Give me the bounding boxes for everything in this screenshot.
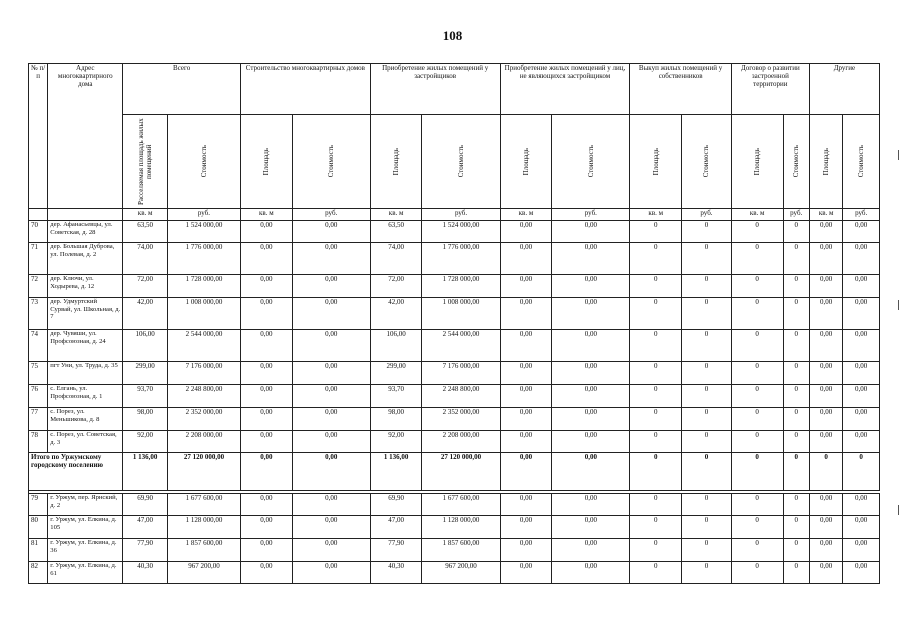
page-number: 108 [442, 28, 463, 43]
row-value: 0,00 [552, 431, 630, 453]
row-value: 0,00 [843, 562, 880, 584]
row-value: 0,00 [552, 298, 630, 330]
row-value: 0 [630, 385, 682, 408]
table-row [29, 408, 880, 431]
row-value: 63,50 [123, 221, 168, 243]
row-value: 0 [731, 539, 783, 562]
row-value: 0 [783, 221, 809, 243]
unit-cell: кв. м [809, 209, 842, 221]
row-value: 0 [783, 298, 809, 330]
row-value: 0,00 [552, 275, 630, 298]
sub-area-header: Площадь [731, 115, 783, 209]
row-value: 2 248 800,00 [167, 385, 240, 408]
unit-cell: кв. м [630, 209, 682, 221]
row-value: 0,00 [500, 516, 552, 539]
unit-cell: руб. [682, 209, 732, 221]
row-value: 0,00 [292, 453, 370, 491]
row-value: 0 [682, 431, 732, 453]
row-value: 2 352 000,00 [167, 408, 240, 431]
row-value: 0,00 [292, 221, 370, 243]
row-value: 72,00 [123, 275, 168, 298]
row-value: 0,00 [240, 539, 292, 562]
row-number: 71 [29, 243, 48, 275]
row-value: 299,00 [370, 362, 422, 385]
row-value: 1 008 000,00 [422, 298, 500, 330]
row-value: 1 136,00 [370, 453, 422, 491]
row-value: 0,00 [292, 243, 370, 275]
row-value: 72,00 [370, 275, 422, 298]
col-num-header: № п/п [29, 64, 48, 209]
row-value: 0,00 [843, 243, 880, 275]
col-buyout-header: Выкуп жилых помещений у собственников [630, 64, 731, 115]
row-value: 0 [731, 275, 783, 298]
row-value: 0,00 [240, 221, 292, 243]
row-value: 0 [783, 408, 809, 431]
row-value: 0,00 [500, 494, 552, 516]
row-number: 74 [29, 330, 48, 362]
row-value: 0 [783, 385, 809, 408]
row-value: 1 677 600,00 [422, 494, 500, 516]
table-body [29, 221, 880, 584]
row-value: 0,00 [843, 516, 880, 539]
col-construction-header: Строительство многоквартирных домов [240, 64, 370, 115]
row-value: 92,00 [123, 431, 168, 453]
row-value: 0,00 [552, 362, 630, 385]
row-value: 0 [783, 494, 809, 516]
row-value: 0,00 [843, 221, 880, 243]
row-value: 0,00 [292, 298, 370, 330]
row-value: 2 544 000,00 [422, 330, 500, 362]
row-value: 40,30 [123, 562, 168, 584]
row-value: 0 [783, 453, 809, 491]
col-address-header: Адрес многоквартирного дома [48, 64, 123, 209]
table-row [29, 431, 880, 453]
unit-cell: кв. м [731, 209, 783, 221]
row-address: г. Уржум, ул. Елкина, д. 61 [48, 562, 123, 584]
row-number: 73 [29, 298, 48, 330]
row-value: 0 [682, 516, 732, 539]
unit-cell-empty [29, 209, 48, 221]
sub-cost-header: Стоимость [552, 115, 630, 209]
row-value: 0,00 [500, 243, 552, 275]
row-value: 0,00 [809, 431, 842, 453]
unit-cell: кв. м [370, 209, 422, 221]
col-from-builders-header: Приобретение жилых помещений у застройщиков [370, 64, 500, 115]
row-value: 1 728 000,00 [167, 275, 240, 298]
row-value: 0,00 [809, 385, 842, 408]
row-value: 2 208 000,00 [167, 431, 240, 453]
row-value: 0,00 [843, 539, 880, 562]
row-value: 0 [682, 453, 732, 491]
row-value: 0 [682, 562, 732, 584]
row-value: 1 776 000,00 [167, 243, 240, 275]
row-value: 0 [630, 330, 682, 362]
resettlement-table [28, 63, 880, 584]
table-row [29, 298, 880, 330]
row-value: 106,00 [370, 330, 422, 362]
row-value: 0,00 [500, 453, 552, 491]
col-total-header: Всего [123, 64, 241, 115]
row-value: 0 [630, 298, 682, 330]
row-address: с. Порез, ул. Советская, д. 3 [48, 431, 123, 453]
row-value: 0 [682, 408, 732, 431]
row-value: 0 [731, 453, 783, 491]
row-value: 106,00 [123, 330, 168, 362]
scan-edge-mark [898, 505, 899, 515]
sub-cost-header: Стоимость [292, 115, 370, 209]
unit-cell: кв. м [123, 209, 168, 221]
sub-cost-header: Стоимость [167, 115, 240, 209]
row-value: 0,00 [843, 385, 880, 408]
row-value: 0,00 [843, 362, 880, 385]
row-value: 0,00 [843, 275, 880, 298]
row-value: 0,00 [843, 408, 880, 431]
row-value: 0,00 [240, 494, 292, 516]
row-value: 1 728 000,00 [422, 275, 500, 298]
row-value: 0 [783, 275, 809, 298]
row-value: 0 [630, 453, 682, 491]
row-value: 0,00 [552, 494, 630, 516]
row-value: 0,00 [500, 275, 552, 298]
row-value: 0 [630, 562, 682, 584]
table-row [29, 243, 880, 275]
row-value: 47,00 [123, 516, 168, 539]
row-value: 1 677 600,00 [167, 494, 240, 516]
unit-cell: руб. [552, 209, 630, 221]
row-value: 0,00 [552, 221, 630, 243]
row-value: 0,00 [292, 330, 370, 362]
row-value: 0 [630, 516, 682, 539]
row-value: 0,00 [809, 362, 842, 385]
col-development-header: Договор о развитии застроенной территории [731, 64, 809, 115]
row-value: 42,00 [370, 298, 422, 330]
unit-cell: руб. [167, 209, 240, 221]
row-value: 0,00 [500, 408, 552, 431]
row-value: 0,00 [500, 385, 552, 408]
row-value: 0 [682, 362, 732, 385]
row-value: 0 [809, 453, 842, 491]
row-value: 0 [843, 453, 880, 491]
sub-area-header: Площадь [240, 115, 292, 209]
sub-cost-header: Стоимость [783, 115, 809, 209]
row-value: 0,00 [809, 539, 842, 562]
row-value: 69,90 [123, 494, 168, 516]
row-value: 2 544 000,00 [167, 330, 240, 362]
row-value: 0,00 [809, 330, 842, 362]
row-value: 967 200,00 [422, 562, 500, 584]
row-value: 63,50 [370, 221, 422, 243]
row-value: 47,00 [370, 516, 422, 539]
row-value: 0 [731, 408, 783, 431]
table-row [29, 275, 880, 298]
row-value: 93,70 [123, 385, 168, 408]
row-value: 0,00 [240, 243, 292, 275]
row-value: 27 120 000,00 [422, 453, 500, 491]
row-value: 1 857 600,00 [167, 539, 240, 562]
unit-cell: руб. [292, 209, 370, 221]
row-value: 0,00 [843, 431, 880, 453]
row-value: 98,00 [370, 408, 422, 431]
row-value: 0 [630, 408, 682, 431]
row-number: 82 [29, 562, 48, 584]
row-value: 0 [682, 275, 732, 298]
total-label: Итого по Уржумскому городскому поселению [29, 453, 123, 491]
sub-cost-header: Стоимость [422, 115, 500, 209]
row-value: 967 200,00 [167, 562, 240, 584]
row-value: 0,00 [500, 362, 552, 385]
row-value: 1 128 000,00 [422, 516, 500, 539]
sub-area-header: Площадь [809, 115, 842, 209]
row-value: 0,00 [552, 243, 630, 275]
row-value: 1 128 000,00 [167, 516, 240, 539]
unit-cell: руб. [783, 209, 809, 221]
row-value: 0 [630, 494, 682, 516]
unit-cell: кв. м [500, 209, 552, 221]
row-value: 0,00 [292, 408, 370, 431]
header-sub-row [29, 115, 880, 209]
sub-cost-header: Стоимость [843, 115, 880, 209]
row-value: 1 524 000,00 [167, 221, 240, 243]
row-value: 0,00 [843, 494, 880, 516]
row-value: 0,00 [240, 562, 292, 584]
row-value: 27 120 000,00 [167, 453, 240, 491]
row-value: 0,00 [240, 362, 292, 385]
row-value: 0 [783, 362, 809, 385]
row-value: 0 [682, 243, 732, 275]
row-value: 0,00 [552, 330, 630, 362]
row-value: 0,00 [500, 539, 552, 562]
row-value: 0 [682, 494, 732, 516]
row-value: 69,90 [370, 494, 422, 516]
row-value: 0 [731, 431, 783, 453]
row-value: 0,00 [809, 494, 842, 516]
row-address: пгт Уни, ул. Труда, д. 35 [48, 362, 123, 385]
row-address: г. Уржум, пер. Ярнский, д. 2 [48, 494, 123, 516]
sub-total-area-header: Расселяемая площадь жилых помещений [123, 115, 168, 209]
row-value: 0 [731, 516, 783, 539]
table-row [29, 494, 880, 516]
row-value: 2 208 000,00 [422, 431, 500, 453]
row-value: 74,00 [370, 243, 422, 275]
header-group-row [29, 64, 880, 115]
row-value: 0 [731, 362, 783, 385]
row-number: 72 [29, 275, 48, 298]
row-value: 0,00 [240, 453, 292, 491]
sub-area-header: Площадь [500, 115, 552, 209]
row-value: 0 [630, 243, 682, 275]
row-value: 0,00 [240, 408, 292, 431]
row-address: г. Уржум, ул. Елкина, д. 105 [48, 516, 123, 539]
row-value: 0 [731, 330, 783, 362]
table-row [29, 221, 880, 243]
row-value: 40,30 [370, 562, 422, 584]
row-number: 78 [29, 431, 48, 453]
row-value: 0 [731, 243, 783, 275]
row-value: 0 [783, 243, 809, 275]
table-row [29, 330, 880, 362]
row-value: 0,00 [240, 431, 292, 453]
row-value: 1 136,00 [123, 453, 168, 491]
row-value: 98,00 [123, 408, 168, 431]
row-value: 0,00 [500, 221, 552, 243]
row-value: 0,00 [843, 298, 880, 330]
row-value: 1 524 000,00 [422, 221, 500, 243]
row-value: 0,00 [809, 562, 842, 584]
row-address: дер. Афанасьевцы, ул. Советская, д. 28 [48, 221, 123, 243]
row-value: 7 176 000,00 [422, 362, 500, 385]
col-other-header: Другие [809, 64, 879, 115]
unit-cell: руб. [843, 209, 880, 221]
row-value: 0,00 [552, 562, 630, 584]
row-value: 0 [682, 539, 732, 562]
table-row [29, 539, 880, 562]
row-value: 0,00 [292, 562, 370, 584]
row-value: 77,90 [370, 539, 422, 562]
row-number: 81 [29, 539, 48, 562]
row-value: 0,00 [292, 431, 370, 453]
row-address: дер. Большая Дуброва, ул. Полевая, д. 2 [48, 243, 123, 275]
row-value: 0 [783, 539, 809, 562]
row-value: 0,00 [809, 408, 842, 431]
total-row [29, 453, 880, 491]
row-value: 0 [682, 385, 732, 408]
row-number: 80 [29, 516, 48, 539]
row-value: 0 [630, 539, 682, 562]
row-value: 0,00 [552, 385, 630, 408]
col-from-non-builders-header: Приобретение жилых помещений у лиц, не являющихся застройщиком [500, 64, 630, 115]
row-value: 0,00 [552, 453, 630, 491]
row-number: 70 [29, 221, 48, 243]
row-value: 0,00 [240, 275, 292, 298]
row-value: 0 [731, 385, 783, 408]
row-value: 0,00 [809, 221, 842, 243]
row-value: 0 [682, 221, 732, 243]
row-value: 1 008 000,00 [167, 298, 240, 330]
row-value: 0,00 [500, 562, 552, 584]
row-value: 0,00 [292, 362, 370, 385]
table-row [29, 562, 880, 584]
row-value: 0,00 [809, 243, 842, 275]
row-value: 0,00 [552, 408, 630, 431]
row-value: 0,00 [240, 516, 292, 539]
row-value: 0,00 [292, 539, 370, 562]
row-value: 0 [682, 330, 732, 362]
row-value: 0 [783, 562, 809, 584]
row-value: 0,00 [809, 298, 842, 330]
row-address: с. Порез, ул. Меньшикова, д. 8 [48, 408, 123, 431]
table-row [29, 516, 880, 539]
row-value: 0 [630, 275, 682, 298]
row-value: 0 [731, 494, 783, 516]
row-value: 0,00 [500, 330, 552, 362]
row-value: 0 [783, 330, 809, 362]
row-value: 299,00 [123, 362, 168, 385]
row-value: 0,00 [809, 516, 842, 539]
row-value: 92,00 [370, 431, 422, 453]
scan-edge-mark [898, 150, 899, 160]
row-value: 0,00 [292, 385, 370, 408]
row-value: 0 [731, 562, 783, 584]
row-value: 0 [783, 431, 809, 453]
row-address: с. Елгань, ул. Профсоюзная, д. 1 [48, 385, 123, 408]
row-value: 0,00 [552, 539, 630, 562]
row-value: 2 352 000,00 [422, 408, 500, 431]
table-row [29, 362, 880, 385]
unit-cell: кв. м [240, 209, 292, 221]
row-value: 0 [630, 362, 682, 385]
row-value: 0,00 [240, 385, 292, 408]
sub-area-header: Площадь [630, 115, 682, 209]
row-value: 0,00 [240, 298, 292, 330]
row-value: 0,00 [809, 275, 842, 298]
row-value: 0 [731, 221, 783, 243]
row-value: 0,00 [843, 330, 880, 362]
row-value: 0 [630, 431, 682, 453]
row-value: 0 [682, 298, 732, 330]
row-address: дер. Ключи, ул. Ходырева, д. 12 [48, 275, 123, 298]
row-value: 0 [783, 516, 809, 539]
row-value: 0,00 [292, 516, 370, 539]
sub-cost-header: Стоимость [682, 115, 732, 209]
row-value: 0 [731, 298, 783, 330]
row-value: 0 [630, 221, 682, 243]
units-row [29, 209, 880, 221]
unit-cell-empty [48, 209, 123, 221]
sub-area-header: Площадь [370, 115, 422, 209]
row-value: 1 857 600,00 [422, 539, 500, 562]
scan-edge-mark [898, 300, 899, 310]
row-value: 1 776 000,00 [422, 243, 500, 275]
row-address: г. Уржум, ул. Елкина, д. 36 [48, 539, 123, 562]
table-row [29, 385, 880, 408]
row-number: 79 [29, 494, 48, 516]
row-value: 74,00 [123, 243, 168, 275]
row-value: 77,90 [123, 539, 168, 562]
row-value: 0,00 [292, 494, 370, 516]
row-value: 2 248 800,00 [422, 385, 500, 408]
row-number: 76 [29, 385, 48, 408]
row-address: дер. Чувяши, ул. Профсоюзная, д. 24 [48, 330, 123, 362]
row-value: 0,00 [292, 275, 370, 298]
row-value: 0,00 [552, 516, 630, 539]
row-value: 93,70 [370, 385, 422, 408]
row-number: 77 [29, 408, 48, 431]
row-value: 42,00 [123, 298, 168, 330]
row-value: 0,00 [240, 330, 292, 362]
unit-cell: руб. [422, 209, 500, 221]
row-value: 0,00 [500, 298, 552, 330]
row-value: 7 176 000,00 [167, 362, 240, 385]
row-address: дер. Удмуртский Сурвай, ул. Школьная, д. 7 [48, 298, 123, 330]
row-number: 75 [29, 362, 48, 385]
row-value: 0,00 [500, 431, 552, 453]
